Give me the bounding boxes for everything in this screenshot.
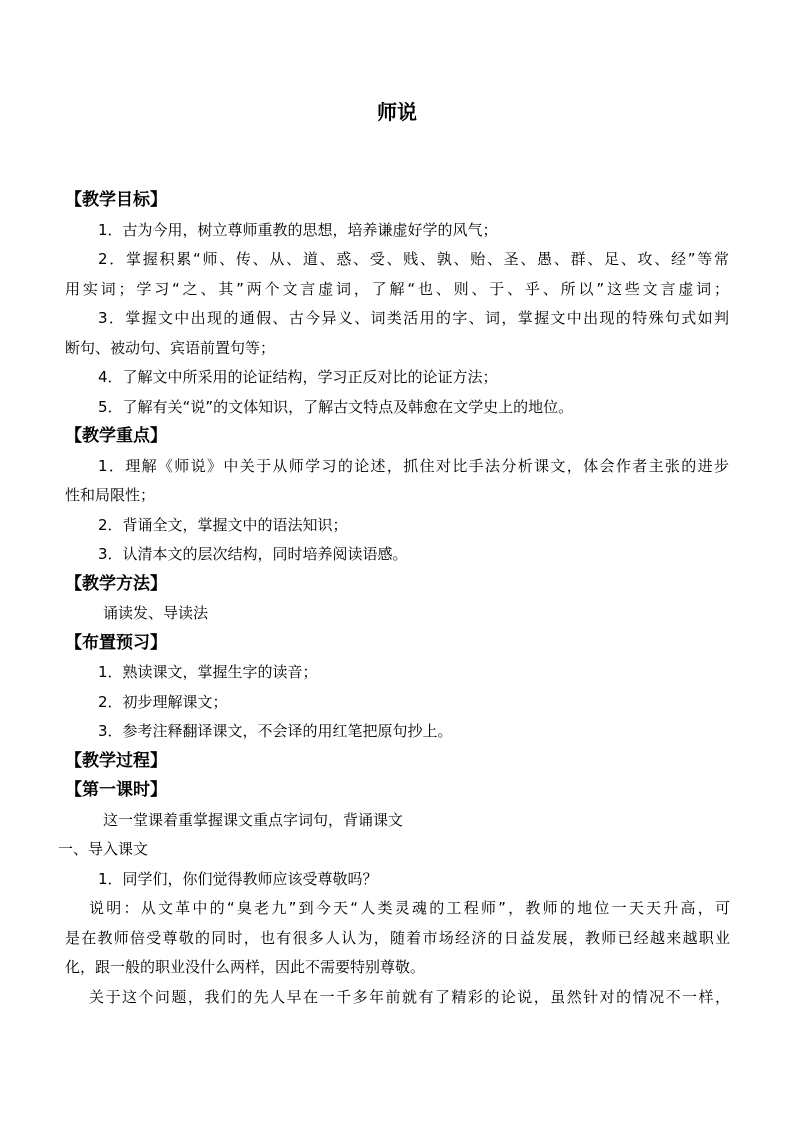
page-title: 师说 <box>377 100 417 124</box>
goal-item: 1．古为今用，树立尊师重教的思想，培养谦虚好学的风气； <box>98 220 498 239</box>
focus-item: 3．认清本文的层次结构，同时培养阅读语感。 <box>98 545 408 563</box>
explanation-line: 说明：从文革中的“臭老九”到今天“人类灵魂的工程师”，教师的地位一天天升高，可 <box>89 899 730 917</box>
goal-item: 5．了解有关“说”的文体知识，了解古文特点及韩愈在文学史上的地位。 <box>98 397 574 416</box>
method-text: 诵读发、导读法 <box>103 604 209 622</box>
goal-item: 3．掌握文中出现的通假、古今异义、词类活用的字、词，掌握文中出现的特殊句式如判 <box>98 309 729 327</box>
focus-item-continued: 性和局限性； <box>65 486 156 504</box>
focus-item: 2．背诵全文，掌握文中的语法知识； <box>98 515 348 534</box>
preview-item: 3．参考注释翻译课文，不会译的用红笔把原句抄上。 <box>98 722 453 740</box>
explanation-line: 关于这个问题，我们的先人早在一千多年前就有了精彩的论说，虽然针对的情况不一样， <box>89 987 730 1006</box>
explanation-line: 是在教师倍受尊敬的同时，也有很多人认为，随着市场经济的日益发展，教师已经越来越职业 <box>65 928 730 947</box>
explanation-line: 化，跟一般的职业没什么两样，因此不需要特别尊敬。 <box>65 958 426 976</box>
goal-item-continued: 用实词；学习“之、其”两个文言虚词，了解“也、则、于、乎、所以”这些文言虚词； <box>65 279 729 298</box>
section-heading-process: 【教学过程】 <box>65 750 167 771</box>
subsection-heading: 一、导入课文 <box>58 840 149 858</box>
process-body <box>58 835 730 1012</box>
focus-item: 1．理解《师说》中关于从师学习的论述，抓住对比手法分析课文，体会作者主张的进步 <box>98 456 729 475</box>
section-heading-goals: 【教学目标】 <box>65 190 167 210</box>
lesson-heading: 【第一课时】 <box>65 780 167 800</box>
question-text: 1．同学们，你们觉得教师应该受尊敬吗？ <box>98 869 378 888</box>
section-heading-method: 【教学方法】 <box>65 573 167 594</box>
goal-item-continued: 断句、被动句、宾语前置句等； <box>65 338 276 357</box>
goal-item: 2．掌握积累“师、传、从、道、惑、受、贱、孰、贻、圣、愚、群、足、攻、经”等常 <box>98 250 729 268</box>
document-body <box>65 186 729 835</box>
goal-item: 4．了解文中所采用的论证结构，学习正反对比的论证方法； <box>98 368 498 386</box>
lesson-note: 这一堂课着重掌握课文重点字词句，背诵课文 <box>103 810 404 829</box>
preview-item: 1．熟读课文，掌握生字的读音； <box>98 663 318 681</box>
section-heading-preview: 【布置预习】 <box>65 632 167 653</box>
section-heading-focus: 【教学重点】 <box>65 426 167 446</box>
preview-item: 2．初步理解课文； <box>98 692 228 711</box>
